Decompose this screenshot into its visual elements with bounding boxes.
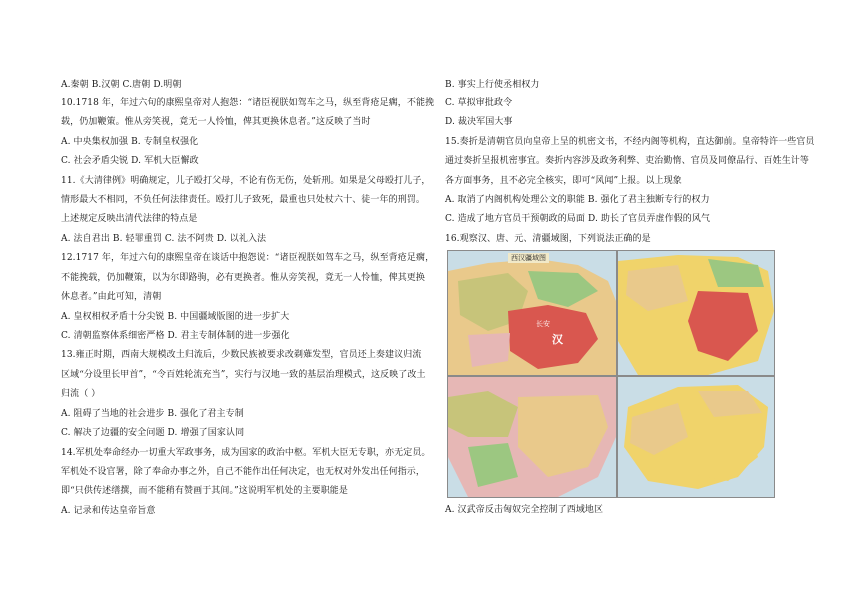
q15-options-1: A. 取消了内阁机构处理公文的职能 B. 强化了君主独断专行的权力 (445, 195, 710, 205)
q10-stem-line1: 10.1718 年，年过六旬的康熙皇帝对人抱怨：“诸臣视朕如驾车之马，纵至背疮足瘸，不能挽 (61, 98, 435, 108)
q16-option-a: A. 汉武帝反击匈奴完全控制了西域地区 (445, 505, 604, 515)
q13-options-2: C. 解决了边疆的安全问题 D. 增强了国家认同 (61, 428, 245, 438)
q13-stem-line2: 区域“分设里长甲首”，“令百姓轮流充当”，实行与汉地一致的基层治理模式，这反映了改土 (61, 370, 426, 380)
tang-map (617, 250, 775, 376)
western-han-map (447, 250, 617, 376)
q13-options-1: A. 阻碍了当地的社会进步 B. 强化了君主专制 (61, 409, 244, 419)
map1-label-han: 汉 (552, 333, 563, 346)
q11-stem-line2: 情形最大不相同，不负任何法律责任。殴打儿子致死，最重也只处杖六十、徒一年的刑罚。 (61, 195, 426, 205)
q14-stem-line1: 14.军机处奉命经办一切重大军政事务，成为国家的政治中枢。军机大臣无专职，亦无定员。 (61, 448, 431, 458)
q10-options-1: A. 中央集权加强 B. 专制皇权强化 (61, 137, 199, 147)
q11-stem-line1: 11.《大清律例》明确规定，儿子殴打父母，不论有伤无伤，处斩刑。如果是父母殴打儿子， (61, 176, 431, 186)
q14-stem-line3: 即“只供传述缮撰，而不能稍有赞画于其间。”这说明军机处的主要职能是 (61, 486, 349, 496)
q12-stem-line1: 12.1717 年，年过六旬的康熙皇帝在谈话中抱怨说：“诸臣视朕如驾车之马，纵至背疮足瘸， (61, 253, 435, 263)
tang-map-drawing (618, 251, 774, 375)
q15-stem-line3: 各方面事务，且不必完全核实，即可“风闻”上报。以上现象 (445, 176, 682, 186)
q14-option-d: D. 裁决军国大事 (445, 117, 513, 127)
q15-options-2: C. 造成了地方官员干预朝政的局面 D. 助长了官员弄虚作假的风气 (445, 214, 711, 224)
qing-map (617, 376, 775, 498)
q14-option-b: B. 事实上行使丞相权力 (445, 80, 540, 90)
q14-stem-line2: 军机处不设官署，除了奉命办事之外，自己不能作出任何决定，也无权对外发出任何指示， (61, 467, 426, 477)
q16-stem: 16.观察汉、唐、元、清疆域图，下列说法正确的是 (445, 234, 651, 244)
q13-stem-line1: 13.雍正时期，西南大规模改土归流后，少数民族被要求改剃薙发型，官员还上奏建议归流 (61, 350, 422, 360)
q12-options-2: C. 清朝监察体系细密严格 D. 君主专制体制的进一步强化 (61, 331, 290, 341)
q13-stem-line3: 归流（ ） (61, 389, 101, 399)
q14-option-a: A. 记录和传达皇帝旨意 (61, 506, 156, 516)
q12-stem-line3: 休息者。”由此可知，清朝 (61, 292, 162, 302)
yuan-map (447, 376, 617, 498)
qing-map-drawing (618, 377, 774, 497)
map1-title: 西汉疆域图 (508, 253, 549, 263)
q12-stem-line2: 不能挽载，仍加鞭策，以为尔即路驹，必有更换者。惟从旁笑视，竟无一人怜恤，俾其更换 (61, 273, 426, 283)
q11-stem-line3: 上述规定反映出清代法律的特点是 (61, 214, 198, 224)
q10-stem-line2: 载，仍加鞭策。惟从旁笑视，竟无一人怜恤，俾其更换休息者。”这反映了当时 (61, 117, 371, 127)
map1-label-changan: 长安 (536, 320, 550, 328)
q12-options-1: A. 皇权相权矛盾十分尖锐 B. 中国疆域版图的进一步扩大 (61, 312, 290, 322)
q14-option-c: C. 草拟审批政令 (445, 98, 513, 108)
q10-options-2: C. 社会矛盾尖锐 D. 军机大臣懈政 (61, 156, 199, 166)
q11-options: A. 法自君出 B. 轻罪重罚 C. 法不阿贵 D. 以礼入法 (61, 234, 267, 244)
yuan-map-drawing (448, 377, 616, 497)
q15-stem-line1: 15.奏折是清朝官员向皇帝上呈的机密文书，不经内阁等机构，直达御前。皇帝特许一些官员 (445, 137, 815, 147)
q9-options: A.秦朝 B.汉朝 C.唐朝 D.明朝 (61, 80, 182, 90)
q15-stem-line2: 通过奏折呈报机密事宜。奏折内容涉及政务利弊、吏治勤惰、官员及同僚品行、百姓生计等 (445, 156, 810, 166)
western-han-map-drawing (448, 251, 616, 375)
